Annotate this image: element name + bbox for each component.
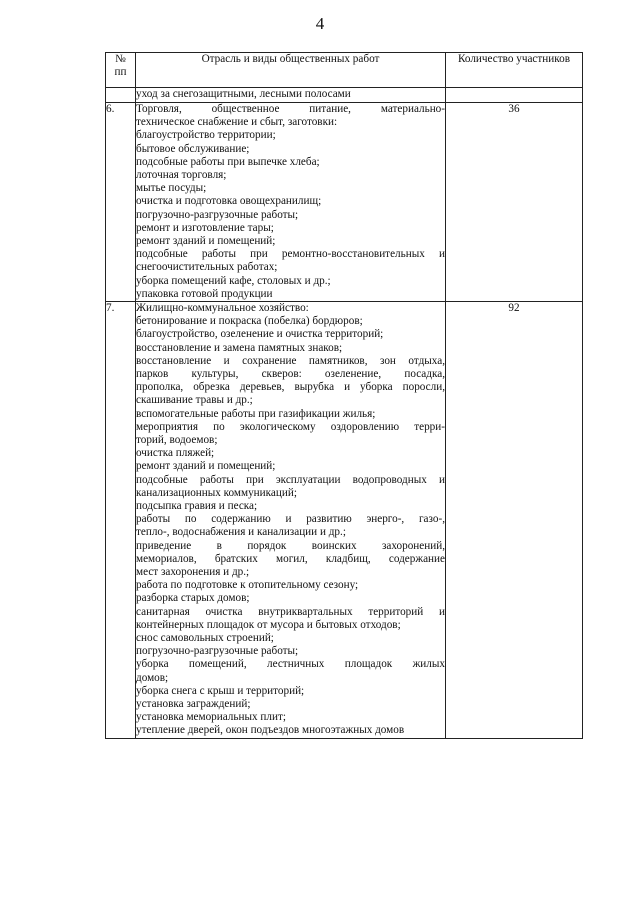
public-works-table: [105, 52, 583, 739]
work-type-line: подсыпка гравия и песка;: [136, 499, 258, 512]
table-header-row: [106, 53, 583, 88]
work-type-line: подсобные работы при эксплуатации водопроводных и: [136, 473, 445, 486]
work-type-line: снегоочистительных работах;: [136, 261, 278, 274]
row-number: 6.: [106, 103, 136, 302]
work-type-line: мемориалов, братских могил, кладбищ, содержание: [136, 552, 445, 565]
work-type-line: упаковка готовой продукции: [136, 287, 273, 300]
work-type-line: Торговля, общественное питание, материально-: [136, 103, 445, 115]
work-type-line: утепление дверей, окон подъездов многоэтажных домов: [136, 724, 405, 737]
header-participants: Количество участников: [446, 53, 583, 88]
work-type-line: установка заграждений;: [136, 697, 251, 710]
row-sector-cell: [136, 103, 446, 302]
page-number: 4: [315, 14, 325, 33]
table-row: [106, 103, 583, 302]
work-type-line: подсобные работы при ремонтно-восстановительных и: [136, 248, 445, 261]
work-type-line: разборка старых домов;: [136, 592, 250, 605]
work-type-line: домов;: [136, 671, 169, 684]
table-row: [106, 302, 583, 739]
work-type-line: подсобные работы при выпечке хлеба;: [136, 155, 320, 168]
row-number: 7.: [106, 302, 136, 739]
work-type-line: ремонт зданий и помещений;: [136, 235, 276, 248]
work-type-line: ремонт зданий и помещений;: [136, 460, 276, 473]
work-type-line: канализационных коммуникаций;: [136, 486, 297, 499]
work-type-line: погрузочно-разгрузочные работы;: [136, 645, 299, 658]
continuation-row: [106, 88, 583, 103]
row-participant-count: 36: [446, 103, 583, 302]
work-type-line: бетонирование и покраска (побелка) бордюров;: [136, 315, 363, 328]
work-type-line: установка мемориальных плит;: [136, 711, 286, 724]
work-type-line: снос самовольных строений;: [136, 631, 274, 644]
work-type-line: благоустройство, озеленение и очистка территорий;: [136, 328, 384, 341]
work-type-line: лоточная торговля;: [136, 169, 227, 181]
continuation-count-cell: [446, 88, 583, 103]
row-participant-count: 92: [446, 302, 583, 739]
work-type-line: работа по подготовке к отопительному сезону;: [136, 579, 359, 592]
header-number: [106, 53, 136, 88]
work-type-line: торий, водоемов;: [136, 433, 218, 446]
work-type-line: уборка снега с крыш и территорий;: [136, 684, 305, 697]
work-type-line: уборка помещений кафе, столовых и др.;: [136, 274, 331, 287]
work-type-line: тепло-, водоснабжения и канализации и др.;: [136, 526, 346, 539]
work-type-line: ремонт и изготовление тары;: [136, 221, 274, 234]
header-sector: Отрасль и виды общественных работ: [136, 53, 446, 88]
work-type-line: мест захоронения и др.;: [136, 565, 250, 578]
header-number-line2: пп: [114, 66, 127, 79]
work-type-line: уборка помещений, лестничных площадок жилых: [136, 658, 445, 671]
work-type-line: мероприятия по экологическому оздоровлению терри-: [136, 420, 445, 433]
work-type-line: восстановление и замена памятных знаков;: [136, 341, 343, 354]
work-type-line: скашивание травы и др.;: [136, 394, 253, 407]
work-type-line: санитарная очистка внутриквартальных территорий и: [136, 605, 445, 618]
work-type-line: прополка, обрезка деревьев, вырубка и уборка поросли,: [136, 381, 445, 394]
work-type-line: вспомогательные работы при газификации жилья;: [136, 407, 376, 420]
work-type-line: приведение в порядок воинских захоронений,: [136, 539, 445, 552]
work-type-line: мытье посуды;: [136, 182, 207, 195]
work-type-line: Жилищно-коммунальное хозяйство:: [136, 302, 309, 315]
work-type-line: контейнерных площадок от мусора и бытовых отходов;: [136, 618, 401, 631]
work-type-line: очистка и подготовка овощехранилищ;: [136, 195, 322, 208]
row-sector-cell: [136, 302, 446, 739]
work-type-line: бытовое обслуживание;: [136, 142, 250, 155]
header-number-line1: №: [115, 53, 126, 65]
work-type-line: парков культуры, скверов: озеленение, посадка,: [136, 368, 445, 381]
work-type-line: техническое снабжение и сбыт, заготовки:: [136, 116, 338, 129]
continuation-text: уход за снегозащитными, лесными полосами: [136, 88, 446, 103]
work-type-line: погрузочно-разгрузочные работы;: [136, 208, 299, 221]
work-type-line: работы по содержанию и развитию энерго-, газо-,: [136, 513, 445, 526]
work-type-line: благоустройство территории;: [136, 129, 276, 142]
continuation-number-cell: [106, 88, 136, 103]
work-type-line: восстановление и сохранение памятников, зон отдыха,: [136, 354, 445, 367]
work-type-line: очистка пляжей;: [136, 447, 215, 460]
